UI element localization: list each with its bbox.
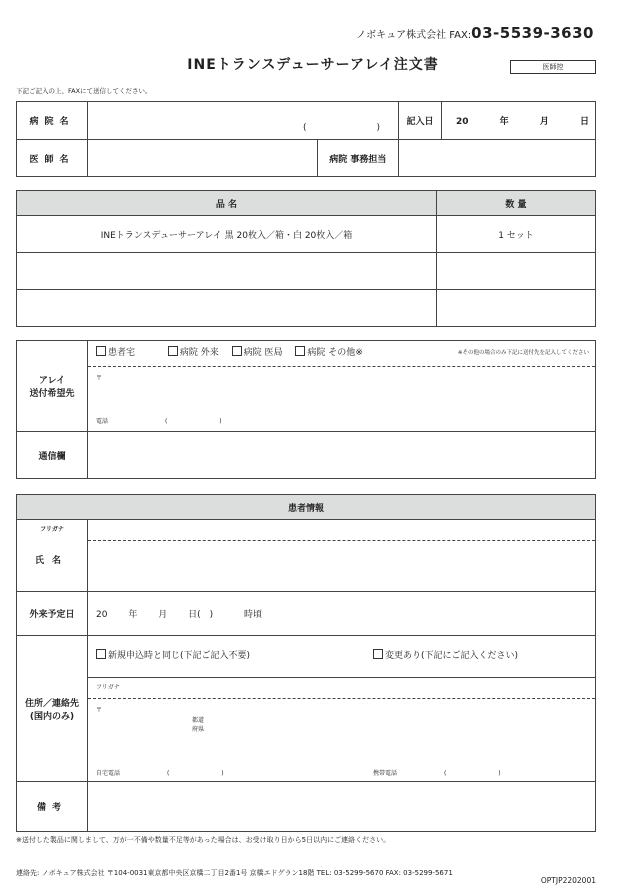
furigana-field[interactable]: フリガナ xyxy=(88,678,595,699)
checkbox-icon[interactable] xyxy=(96,346,106,356)
patient-table xyxy=(16,494,596,832)
order-row xyxy=(17,253,596,290)
date-field[interactable]: 20 年 月 日 xyxy=(442,102,596,140)
date-label: 記入日 xyxy=(399,102,442,140)
visit-date-field[interactable]: 20 年 月 日( ) 時頃 xyxy=(88,592,596,636)
order-row xyxy=(17,216,596,253)
patient-section-title: 患者情報 xyxy=(17,495,596,520)
product-cell[interactable]: INEトランスデューサーアレイ 黒 20枚入／箱・白 20枚入／箱 xyxy=(17,216,437,253)
order-row xyxy=(17,290,596,327)
checkbox-icon[interactable] xyxy=(96,649,106,659)
checkbox-icon[interactable] xyxy=(232,346,242,356)
office-staff-label: 病院 事務担当 xyxy=(317,140,398,177)
checkbox-icon[interactable] xyxy=(373,649,383,659)
doctor-label: 医師名 xyxy=(17,140,88,177)
document-code: OPTJP2202001 xyxy=(540,876,596,885)
office-staff-field[interactable] xyxy=(399,140,596,177)
name-label-cell: フリガナ 氏名 xyxy=(17,520,88,592)
fax-number: 03-5539-3630 xyxy=(471,24,594,42)
fax-label: FAX: xyxy=(449,30,472,41)
product-cell[interactable] xyxy=(17,290,437,327)
company-header xyxy=(356,24,594,42)
instruction-text: 下記ご記入の上、FAXにて送信してください。 xyxy=(16,87,152,95)
option-changed-address[interactable]: 変更あり(下記にご記入ください) xyxy=(373,636,518,677)
form-title: INEトランスデューサーアレイ注文書 xyxy=(187,57,439,73)
option-patient-home[interactable]: 患者宅 xyxy=(96,348,135,358)
home-phone-label: 自宅電話 xyxy=(96,770,121,777)
checkbox-icon[interactable] xyxy=(295,346,305,356)
remarks-field[interactable] xyxy=(88,782,596,832)
option-outpatient[interactable]: 病院 外来 xyxy=(168,348,219,358)
option-medical-office[interactable]: 病院 医局 xyxy=(232,348,283,358)
mobile-phone-label: 携帯電話 xyxy=(373,770,398,777)
phone-label: 電話 xyxy=(96,418,109,425)
delivery-label: アレイ 送付希望先 xyxy=(17,341,88,432)
option-other[interactable]: 病院 その他※ xyxy=(295,348,362,358)
remarks-label: 備考 xyxy=(17,782,88,832)
qty-cell[interactable] xyxy=(437,290,596,327)
qty-cell[interactable]: 1 セット xyxy=(437,216,596,253)
address-input[interactable]: 〒 都道 府県 自宅電話 ( ) 携帯電話 ( ) xyxy=(96,707,501,777)
delivery-table xyxy=(16,340,596,479)
name-field[interactable] xyxy=(88,520,596,592)
option-same-address[interactable]: 新規申込時と同じ(下記ご記入不要) xyxy=(96,651,250,661)
hospital-name-field[interactable]: ( ) xyxy=(88,102,399,140)
other-note: ※その他の場合のみ下記に送付先を記入してください xyxy=(457,350,589,356)
hospital-table xyxy=(16,101,596,177)
comm-field[interactable] xyxy=(88,432,596,479)
qty-header: 数 量 xyxy=(437,191,596,216)
company-name: ノボキュア株式会社 xyxy=(356,30,447,41)
footer-contact: 連絡先: ノボキュア株式会社 〒104-0031東京都中央区京橋二丁目2番1号 京橋エドグラン18階 TEL: 03-5299-5670 FAX: 03-5299-5671 xyxy=(16,869,453,877)
copy-label: 医師控 xyxy=(510,60,596,74)
address-field xyxy=(88,636,596,782)
delivery-address-field[interactable]: 〒 電話 ( ) xyxy=(96,375,222,425)
delivery-field xyxy=(88,341,596,432)
product-cell[interactable] xyxy=(17,253,437,290)
comm-label: 通信欄 xyxy=(17,432,88,479)
qty-cell[interactable] xyxy=(437,253,596,290)
checkbox-icon[interactable] xyxy=(168,346,178,356)
visit-label: 外来予定日 xyxy=(17,592,88,636)
product-header: 品 名 xyxy=(17,191,437,216)
order-table xyxy=(16,190,596,327)
address-label: 住所／連絡先 (国内のみ) xyxy=(17,636,88,782)
doctor-name-field[interactable] xyxy=(88,140,318,177)
footer-note: ※送付した製品に関しまして、万が一不備や数量不足等があった場合は、お受け取り日から5日以内にご連絡ください。 xyxy=(16,836,391,844)
hospital-label: 病院名 xyxy=(17,102,88,140)
